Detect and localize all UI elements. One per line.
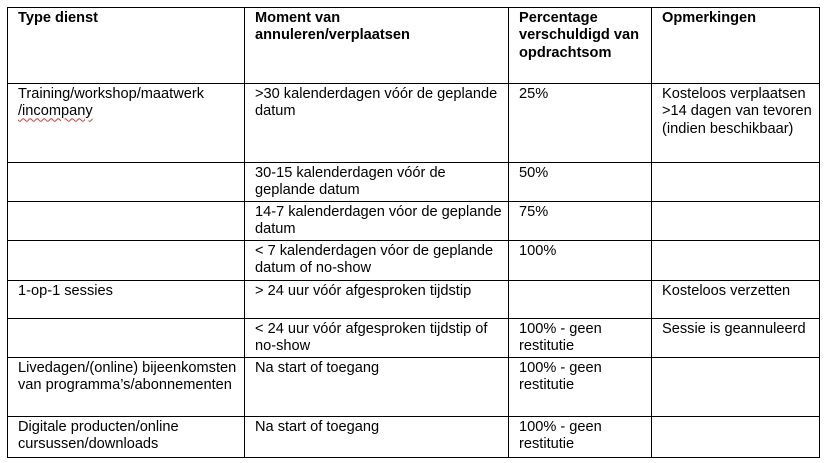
type-line-2-misspelled: /incompany — [18, 103, 93, 120]
type-line-1: Training/workshop/maatwerk — [18, 86, 205, 102]
cell-type — [8, 202, 245, 241]
cell-type — [8, 319, 245, 358]
table-row — [8, 202, 820, 241]
cell-percentage: 100% - geen restitutie — [509, 319, 652, 358]
cell-percentage: 100% — [509, 241, 652, 281]
cell-moment: < 24 uur vóór afgesproken tijdstip of no-show — [245, 319, 509, 358]
cell-moment: >30 kalenderdagen vóór de geplande datum — [245, 84, 509, 163]
cancellation-policy-table — [7, 7, 820, 458]
header-row — [8, 8, 820, 84]
table-row — [8, 241, 820, 281]
header-percentage: Percentage verschuldigd van opdrachtsom — [509, 8, 652, 84]
cell-moment: Na start of toegang — [245, 417, 509, 458]
cell-opmerking — [652, 163, 820, 202]
cell-percentage — [509, 281, 652, 319]
cell-moment: 14-7 kalenderdagen vóor de geplande datum — [245, 202, 509, 241]
table-row — [8, 84, 820, 163]
cell-type: Livedagen/(online) bijeenkomsten van programma’s/abonnementen — [8, 358, 245, 417]
header-type-dienst: Type dienst — [8, 8, 245, 84]
cell-percentage: 25% — [509, 84, 652, 163]
table-row — [8, 281, 820, 319]
cell-moment: > 24 uur vóór afgesproken tijdstip — [245, 281, 509, 319]
table-row — [8, 319, 820, 358]
cell-type: Digitale producten/online cursussen/downloads — [8, 417, 245, 458]
header-opmerkingen: Opmerkingen — [652, 8, 820, 84]
cell-percentage: 100% - geen restitutie — [509, 417, 652, 458]
table-row — [8, 163, 820, 202]
cell-opmerking: Sessie is geannuleerd — [652, 319, 820, 358]
table-row — [8, 417, 820, 458]
cell-opmerking: Kosteloos verzetten — [652, 281, 820, 319]
cell-type: 1-op-1 sessies — [8, 281, 245, 319]
cell-percentage: 75% — [509, 202, 652, 241]
cell-opmerking: Kosteloos verplaatsen >14 dagen van tevoren (indien beschikbaar) — [652, 84, 820, 163]
cell-moment: < 7 kalenderdagen vóor de geplande datum of no-show — [245, 241, 509, 281]
table-row — [8, 358, 820, 417]
cell-moment: Na start of toegang — [245, 358, 509, 417]
cell-type — [8, 84, 245, 163]
cell-opmerking — [652, 417, 820, 458]
cell-percentage: 100% - geen restitutie — [509, 358, 652, 417]
cell-type — [8, 241, 245, 281]
cell-opmerking — [652, 241, 820, 281]
cell-opmerking — [652, 202, 820, 241]
cell-moment: 30-15 kalenderdagen vóór de geplande datum — [245, 163, 509, 202]
cell-percentage: 50% — [509, 163, 652, 202]
cell-opmerking — [652, 358, 820, 417]
header-moment: Moment van annuleren/verplaatsen — [245, 8, 509, 84]
cell-type — [8, 163, 245, 202]
